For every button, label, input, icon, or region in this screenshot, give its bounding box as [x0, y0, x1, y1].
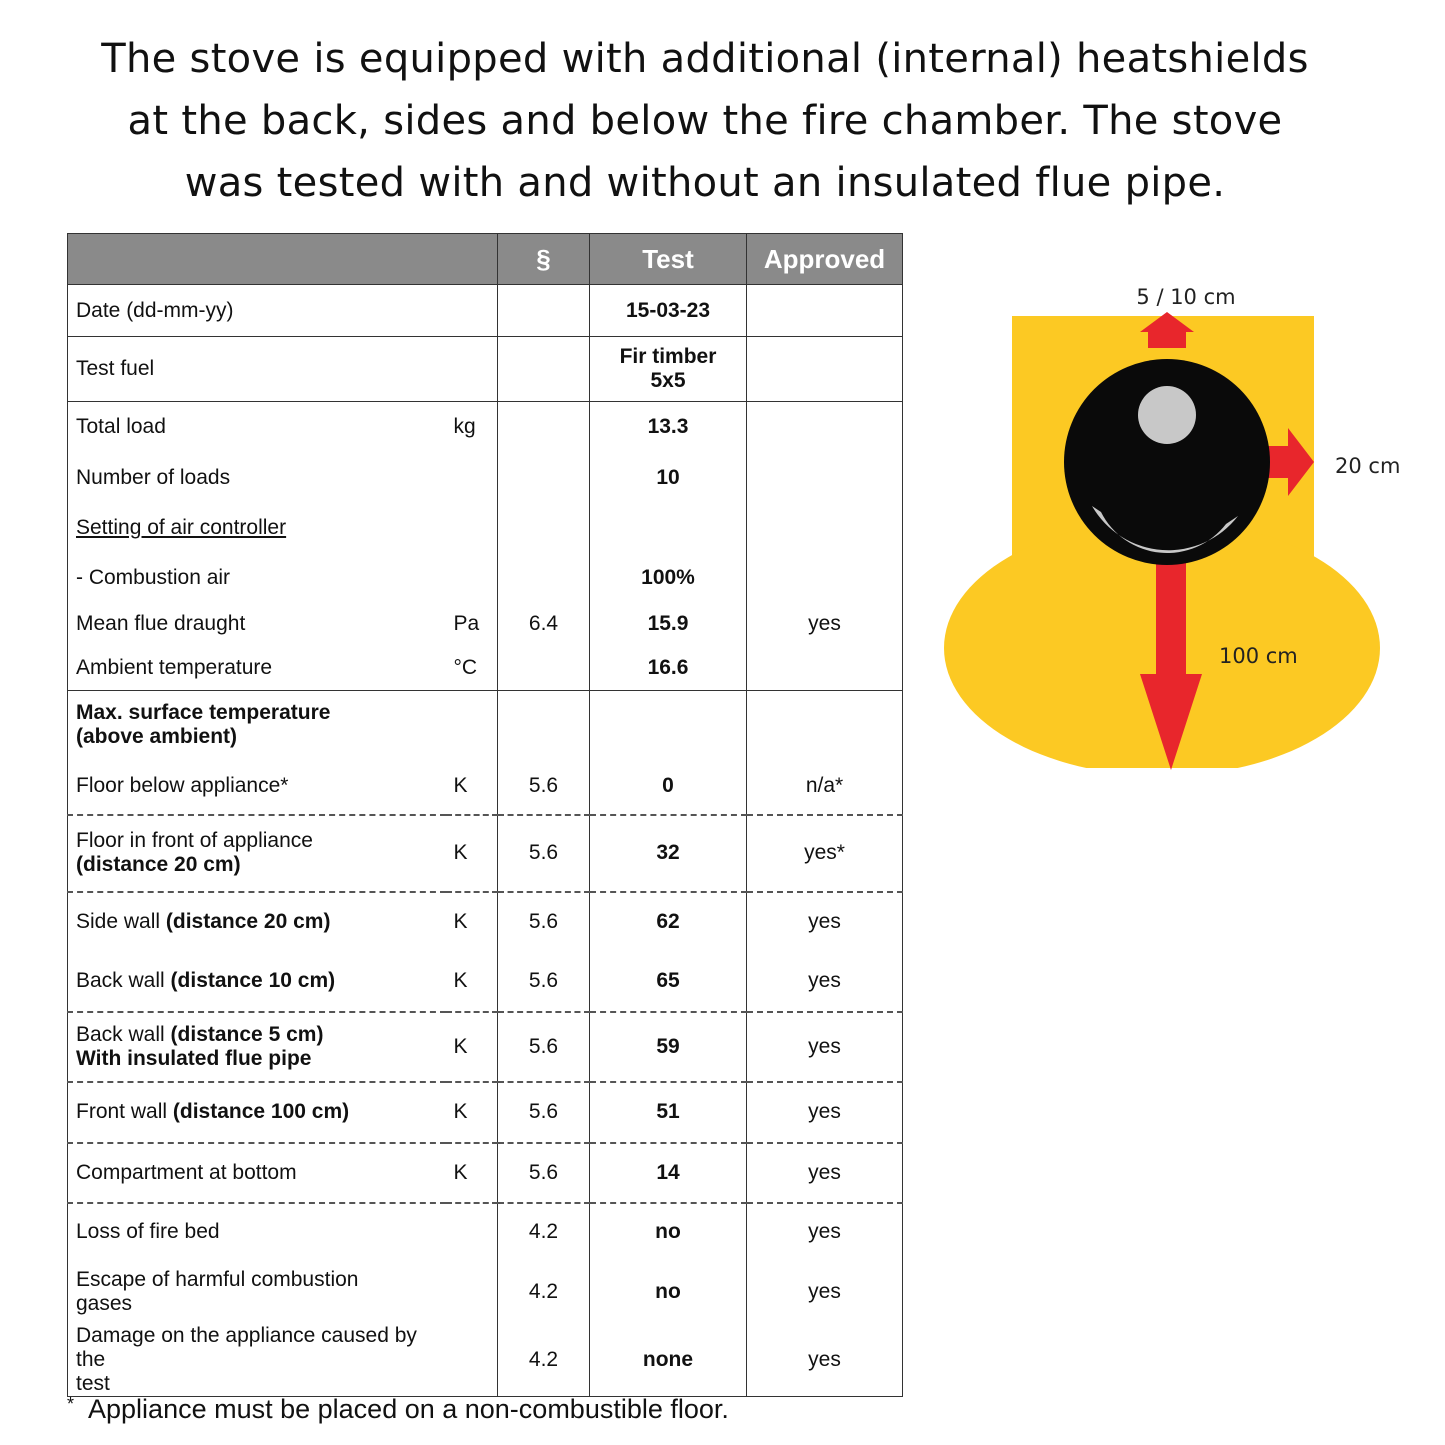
row-label: Floor below appliance* [68, 759, 446, 815]
fuel-line-2: 5x5 [650, 369, 686, 392]
table-row [68, 402, 903, 453]
row-label: Back wall (distance 5 cm) With insulated flue pipe [68, 1012, 446, 1082]
row-approved: yes [747, 952, 903, 1012]
footnote-text: Appliance must be placed on a non-combustible floor. [88, 1394, 729, 1424]
table-row [68, 1143, 903, 1203]
intro-line-2: at the back, sides and below the fire chamber. The stove [127, 98, 1283, 144]
row-label: Test fuel [68, 337, 446, 402]
flue-pipe-icon [1138, 386, 1196, 444]
row-test-value: 10 [590, 453, 747, 503]
row-label: Front wall (distance 100 cm) [68, 1082, 446, 1143]
row-approved: yes [747, 1261, 903, 1324]
row-label: Compartment at bottom [68, 1143, 446, 1203]
row-approved: yes [747, 1082, 903, 1143]
row-section: 5.6 [498, 1012, 590, 1082]
row-test-value: 51 [590, 1082, 747, 1143]
row-unit: Pa [453, 612, 480, 635]
row-label: Date (dd-mm-yy) [68, 285, 446, 337]
row-section: 5.6 [498, 815, 590, 892]
row-approved: yes [747, 1143, 903, 1203]
row-unit: K [446, 1012, 498, 1082]
row-unit: K [446, 1082, 498, 1143]
test-results-table [67, 233, 903, 1397]
row-test-value: 32 [590, 815, 747, 892]
row-label: Loss of fire bed [68, 1203, 446, 1261]
row-approved: yes [747, 603, 903, 646]
row-test-value: 62 [590, 892, 747, 952]
row-label: Number of loads [68, 453, 446, 503]
table-row [68, 646, 903, 691]
row-label: Max. surface temperature (above ambient) [68, 691, 446, 759]
row-test-value: 100% [590, 553, 747, 603]
table-row [68, 337, 903, 402]
header-test: Test [590, 234, 747, 285]
row-section: 6.4 [498, 603, 590, 646]
header-section: § [498, 234, 590, 285]
row-test-value: 15-03-23 [590, 285, 747, 337]
row-label: Damage on the appliance caused by the test [68, 1324, 446, 1397]
row-approved: yes* [747, 815, 903, 892]
zone-bottom-edge [930, 768, 1420, 790]
row-label: Side wall (distance 20 cm) [68, 892, 446, 952]
header-label [68, 234, 498, 285]
row-approved: yes [747, 892, 903, 952]
row-label: Setting of air controller [76, 515, 287, 539]
table-row [68, 1082, 903, 1143]
row-unit: K [453, 774, 468, 797]
table-row [68, 1324, 903, 1397]
row-label: Floor in front of appliance (distance 20 cm) [68, 815, 446, 892]
table-row [68, 1203, 903, 1261]
row-section: 4.2 [498, 1261, 590, 1324]
row-test-value: 16.6 [590, 646, 747, 691]
row-test-value: 59 [590, 1012, 747, 1082]
intro-line-3: was tested with and without an insulated flue pipe. [184, 160, 1226, 206]
row-label: Mean flue draught [68, 603, 446, 646]
row-unit: °C [453, 655, 478, 679]
row-unit: K [446, 892, 498, 952]
table-row [68, 503, 903, 553]
row-approved: yes [747, 1324, 903, 1397]
footnote [67, 1394, 729, 1425]
clearance-diagram [930, 270, 1420, 790]
row-section: 5.6 [498, 759, 590, 815]
row-section: 4.2 [498, 1324, 590, 1397]
row-approved: n/a* [747, 759, 903, 815]
label-back-distance: 5 / 10 cm [1136, 285, 1236, 309]
table-header-row [68, 234, 903, 285]
row-section: 5.6 [498, 1143, 590, 1203]
row-test-value [590, 337, 747, 402]
table-row [68, 603, 903, 646]
table-row [68, 815, 903, 892]
fuel-line-1: Fir timber [619, 345, 717, 368]
row-section: 5.6 [498, 1082, 590, 1143]
row-label: Ambient temperature [68, 646, 446, 691]
row-section: 5.6 [498, 952, 590, 1012]
row-label: - Combustion air [68, 553, 446, 603]
row-label: Total load [68, 402, 446, 453]
row-approved: yes [747, 1012, 903, 1082]
header-approved: Approved [747, 234, 903, 285]
table-row [68, 553, 903, 603]
row-label: Back wall (distance 10 cm) [68, 952, 446, 1012]
row-test-value: no [590, 1261, 747, 1324]
row-test-value: no [590, 1203, 747, 1261]
row-test-value: 14 [590, 1143, 747, 1203]
table-row [68, 1261, 903, 1324]
table-row [68, 453, 903, 503]
label-side-distance: 20 cm [1335, 454, 1401, 478]
intro-text [60, 28, 1350, 214]
table-row [68, 759, 903, 815]
row-label: Escape of harmful combustion gases [68, 1261, 446, 1324]
row-test-value: 0 [590, 759, 747, 815]
row-unit: K [446, 815, 498, 892]
table-row [68, 691, 903, 759]
row-approved: yes [747, 1203, 903, 1261]
row-test-value: none [590, 1324, 747, 1397]
row-section: 4.2 [498, 1203, 590, 1261]
label-front-distance: 100 cm [1219, 644, 1298, 668]
row-test-value: 65 [590, 952, 747, 1012]
row-test-value: 15.9 [590, 603, 747, 646]
row-test-value: 13.3 [590, 402, 747, 453]
row-unit: K [446, 1143, 498, 1203]
row-unit: K [453, 969, 468, 992]
table-row [68, 952, 903, 1012]
footnote-asterisk: * [67, 1394, 75, 1414]
intro-line-1: The stove is equipped with additional (internal) heatshields [101, 36, 1309, 82]
table-row [68, 1012, 903, 1082]
table-row [68, 285, 903, 337]
table-row [68, 892, 903, 952]
row-unit: kg [446, 402, 498, 453]
row-section: 5.6 [498, 892, 590, 952]
